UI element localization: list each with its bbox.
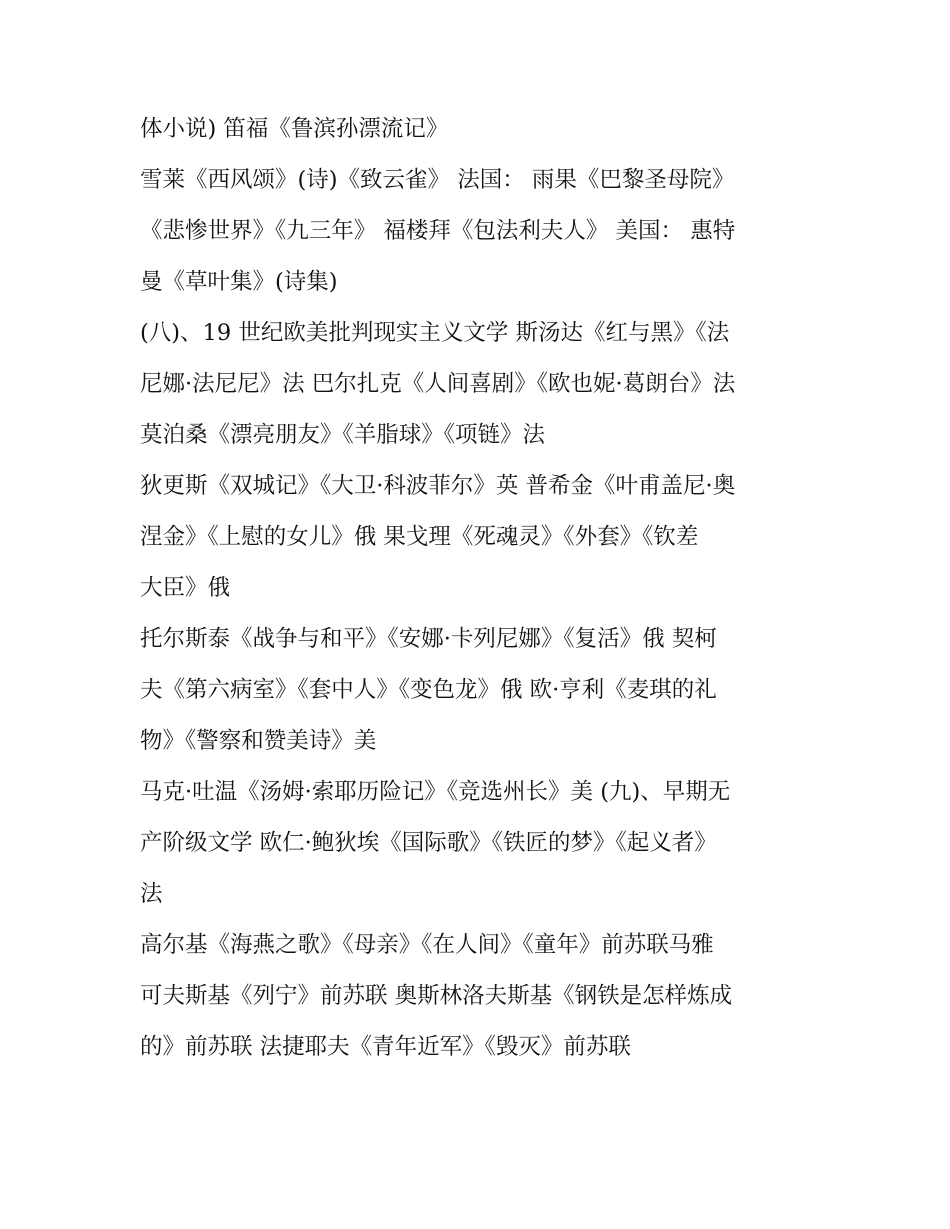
text-line: 莫泊桑《漂亮朋友》《羊脂球》《项链》法 (140, 422, 546, 448)
text-line: 马克·吐温《汤姆·索耶历险记》《竞选州长》美 (九)、早期无 (140, 779, 731, 805)
text-line: 体小说) 笛福《鲁滨孙漂流记》 (140, 116, 449, 142)
text-line: 产阶级文学 欧仁·鲍狄埃《国际歌》《铁匠的梦》《起义者》 (140, 830, 717, 856)
document-body-text (140, 104, 840, 1073)
text-line: 的》前苏联 法捷耶夫《青年近军》《毁灭》前苏联 (140, 1034, 631, 1060)
text-line: 托尔斯泰《战争与和平》《安娜·卡列尼娜》《复活》俄 契柯 (140, 626, 717, 652)
text-line: 狄更斯《双城记》《大卫·科波菲尔》英 普希金《叶甫盖尼·奥 (140, 473, 736, 499)
text-line: 物》《警察和赞美诗》美 (140, 728, 377, 754)
text-line: 雪莱《西风颂》(诗)《致云雀》 法国： 雨果《巴黎圣母院》 (140, 167, 735, 193)
text-line: 大臣》俄 (140, 575, 231, 601)
text-line: 夫《第六病室》《套中人》《变色龙》俄 欧·亨利《麦琪的礼 (140, 677, 717, 703)
text-line: 尼娜·法尼尼》法 巴尔扎克《人间喜剧》《欧也妮·葛朗台》法 (140, 371, 736, 397)
text-line: 曼《草叶集》(诗集) (140, 269, 338, 295)
text-line: (八)、19 世纪欧美批判现实主义文学 斯汤达《红与黑》《法 (140, 320, 730, 346)
text-line: 高尔基《海燕之歌》《母亲》《在人间》《童年》前苏联马雅 (140, 932, 714, 958)
text-line: 可夫斯基《列宁》前苏联 奥斯林洛夫斯基《钢铁是怎样炼成 (140, 983, 733, 1009)
text-line: 法 (140, 881, 163, 907)
text-line: 《悲惨世界》《九三年》 福楼拜《包法利夫人》 美国： 惠特 (140, 218, 736, 244)
text-line: 涅金》《上慰的女儿》俄 果戈理《死魂灵》《外套》《钦差 (140, 524, 699, 550)
